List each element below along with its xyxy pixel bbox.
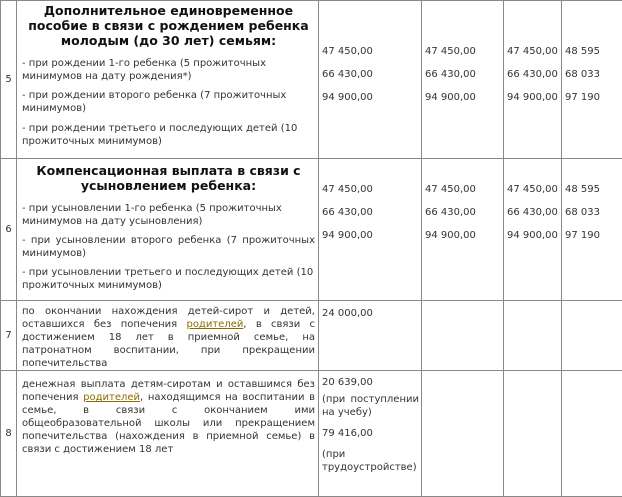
empty-cell: [504, 371, 562, 497]
amount-note: (при трудоустройстве): [322, 448, 419, 474]
amount: 97 190: [565, 91, 620, 104]
amount: 66 430,00: [322, 68, 419, 81]
amount: 68 033: [565, 206, 620, 219]
empty-cell: [422, 301, 504, 371]
value-cell: [562, 159, 622, 301]
value-cell: [319, 301, 422, 371]
amount: 47 450,00: [425, 183, 501, 196]
empty-cell: [504, 301, 562, 371]
row-number: 6: [1, 159, 17, 301]
amount: 47 450,00: [322, 45, 419, 58]
amount: 94 900,00: [322, 91, 419, 104]
row-description: [17, 1, 319, 159]
value-cell: [504, 159, 562, 301]
amount: 68 033: [565, 68, 620, 81]
parents-link[interactable]: родителей: [186, 319, 243, 330]
amount: 94 900,00: [507, 229, 559, 242]
amount: 47 450,00: [425, 45, 501, 58]
amount: 79 416,00: [322, 427, 419, 440]
value-cell: [422, 159, 504, 301]
empty-cell: [562, 371, 622, 497]
section-heading: Компенсационная выплата в связи с усыновлением ребенка:: [22, 163, 315, 193]
value-cell: [562, 1, 622, 159]
value-cell: [319, 1, 422, 159]
list-item: - при рождении второго ребенка (7 прожиточных минимумов): [22, 89, 315, 115]
table-row: [1, 371, 622, 497]
empty-cell: [562, 301, 622, 371]
amount: 94 900,00: [507, 91, 559, 104]
amount: 66 430,00: [322, 206, 419, 219]
empty-cell: [422, 371, 504, 497]
value-cell: [319, 159, 422, 301]
amount-note: (при поступлении на учебу): [322, 393, 419, 419]
value-cell: [422, 1, 504, 159]
list-item: - при усыновлении второго ребенка (7 прожиточных минимумов): [22, 234, 315, 260]
amount: 66 430,00: [507, 68, 559, 81]
parents-link[interactable]: родителей: [83, 392, 140, 403]
description-text: , в связи с достижением 18 лет в приемной семье, на патронатном воспитании, при прекращении попечительства: [22, 319, 315, 369]
amount: 66 430,00: [425, 68, 501, 81]
row-number: 7: [1, 301, 17, 371]
row-description: [17, 371, 319, 497]
amount: 48 595: [565, 183, 620, 196]
amount: 47 450,00: [322, 183, 419, 196]
amount: 97 190: [565, 229, 620, 242]
amount: 20 639,00: [322, 376, 419, 389]
description-text: денежная выплата детям-сиротам и оставшимся без попечения: [22, 379, 315, 403]
table-row: [1, 1, 622, 159]
value-cell: [319, 371, 422, 497]
list-item: - при рождении третьего и последующих детей (10 прожиточных минимумов): [22, 122, 315, 148]
amount: 66 430,00: [507, 206, 559, 219]
list-item: - при рождении 1-го ребенка (5 прожиточных минимумов на дату рождения*): [22, 57, 315, 83]
list-item: - при усыновлении третьего и последующих детей (10 прожиточных минимумов): [22, 266, 315, 292]
amount: 94 900,00: [425, 229, 501, 242]
description-text: по окончании нахождения детей-сирот и детей, оставшихся без попечения: [22, 306, 315, 330]
section-heading: Дополнительное единовременное пособие в связи с рождением ребенка молодым (до 30 лет) семьям:: [22, 3, 315, 48]
amount: 47 450,00: [507, 183, 559, 196]
row-number: 5: [1, 1, 17, 159]
amount: 48 595: [565, 45, 620, 58]
list-item: - при усыновлении 1-го ребенка (5 прожиточных минимумов на дату усыновления): [22, 202, 315, 228]
amount: 47 450,00: [507, 45, 559, 58]
table-row: [1, 159, 622, 301]
amount: 66 430,00: [425, 206, 501, 219]
row-number: 8: [1, 371, 17, 497]
row-description: [17, 159, 319, 301]
row-description: [17, 301, 319, 371]
table-row: [1, 301, 622, 371]
amount: 24 000,00: [322, 307, 419, 320]
amount: 94 900,00: [322, 229, 419, 242]
amount: 94 900,00: [425, 91, 501, 104]
value-cell: [504, 1, 562, 159]
description-text: , находящимся на воспитании в семье, в связи с окончанием ими общеобразовательной школы или прекращением попечительства (нахождения в приемной семье) в связи с достижением 18 лет: [22, 392, 315, 455]
